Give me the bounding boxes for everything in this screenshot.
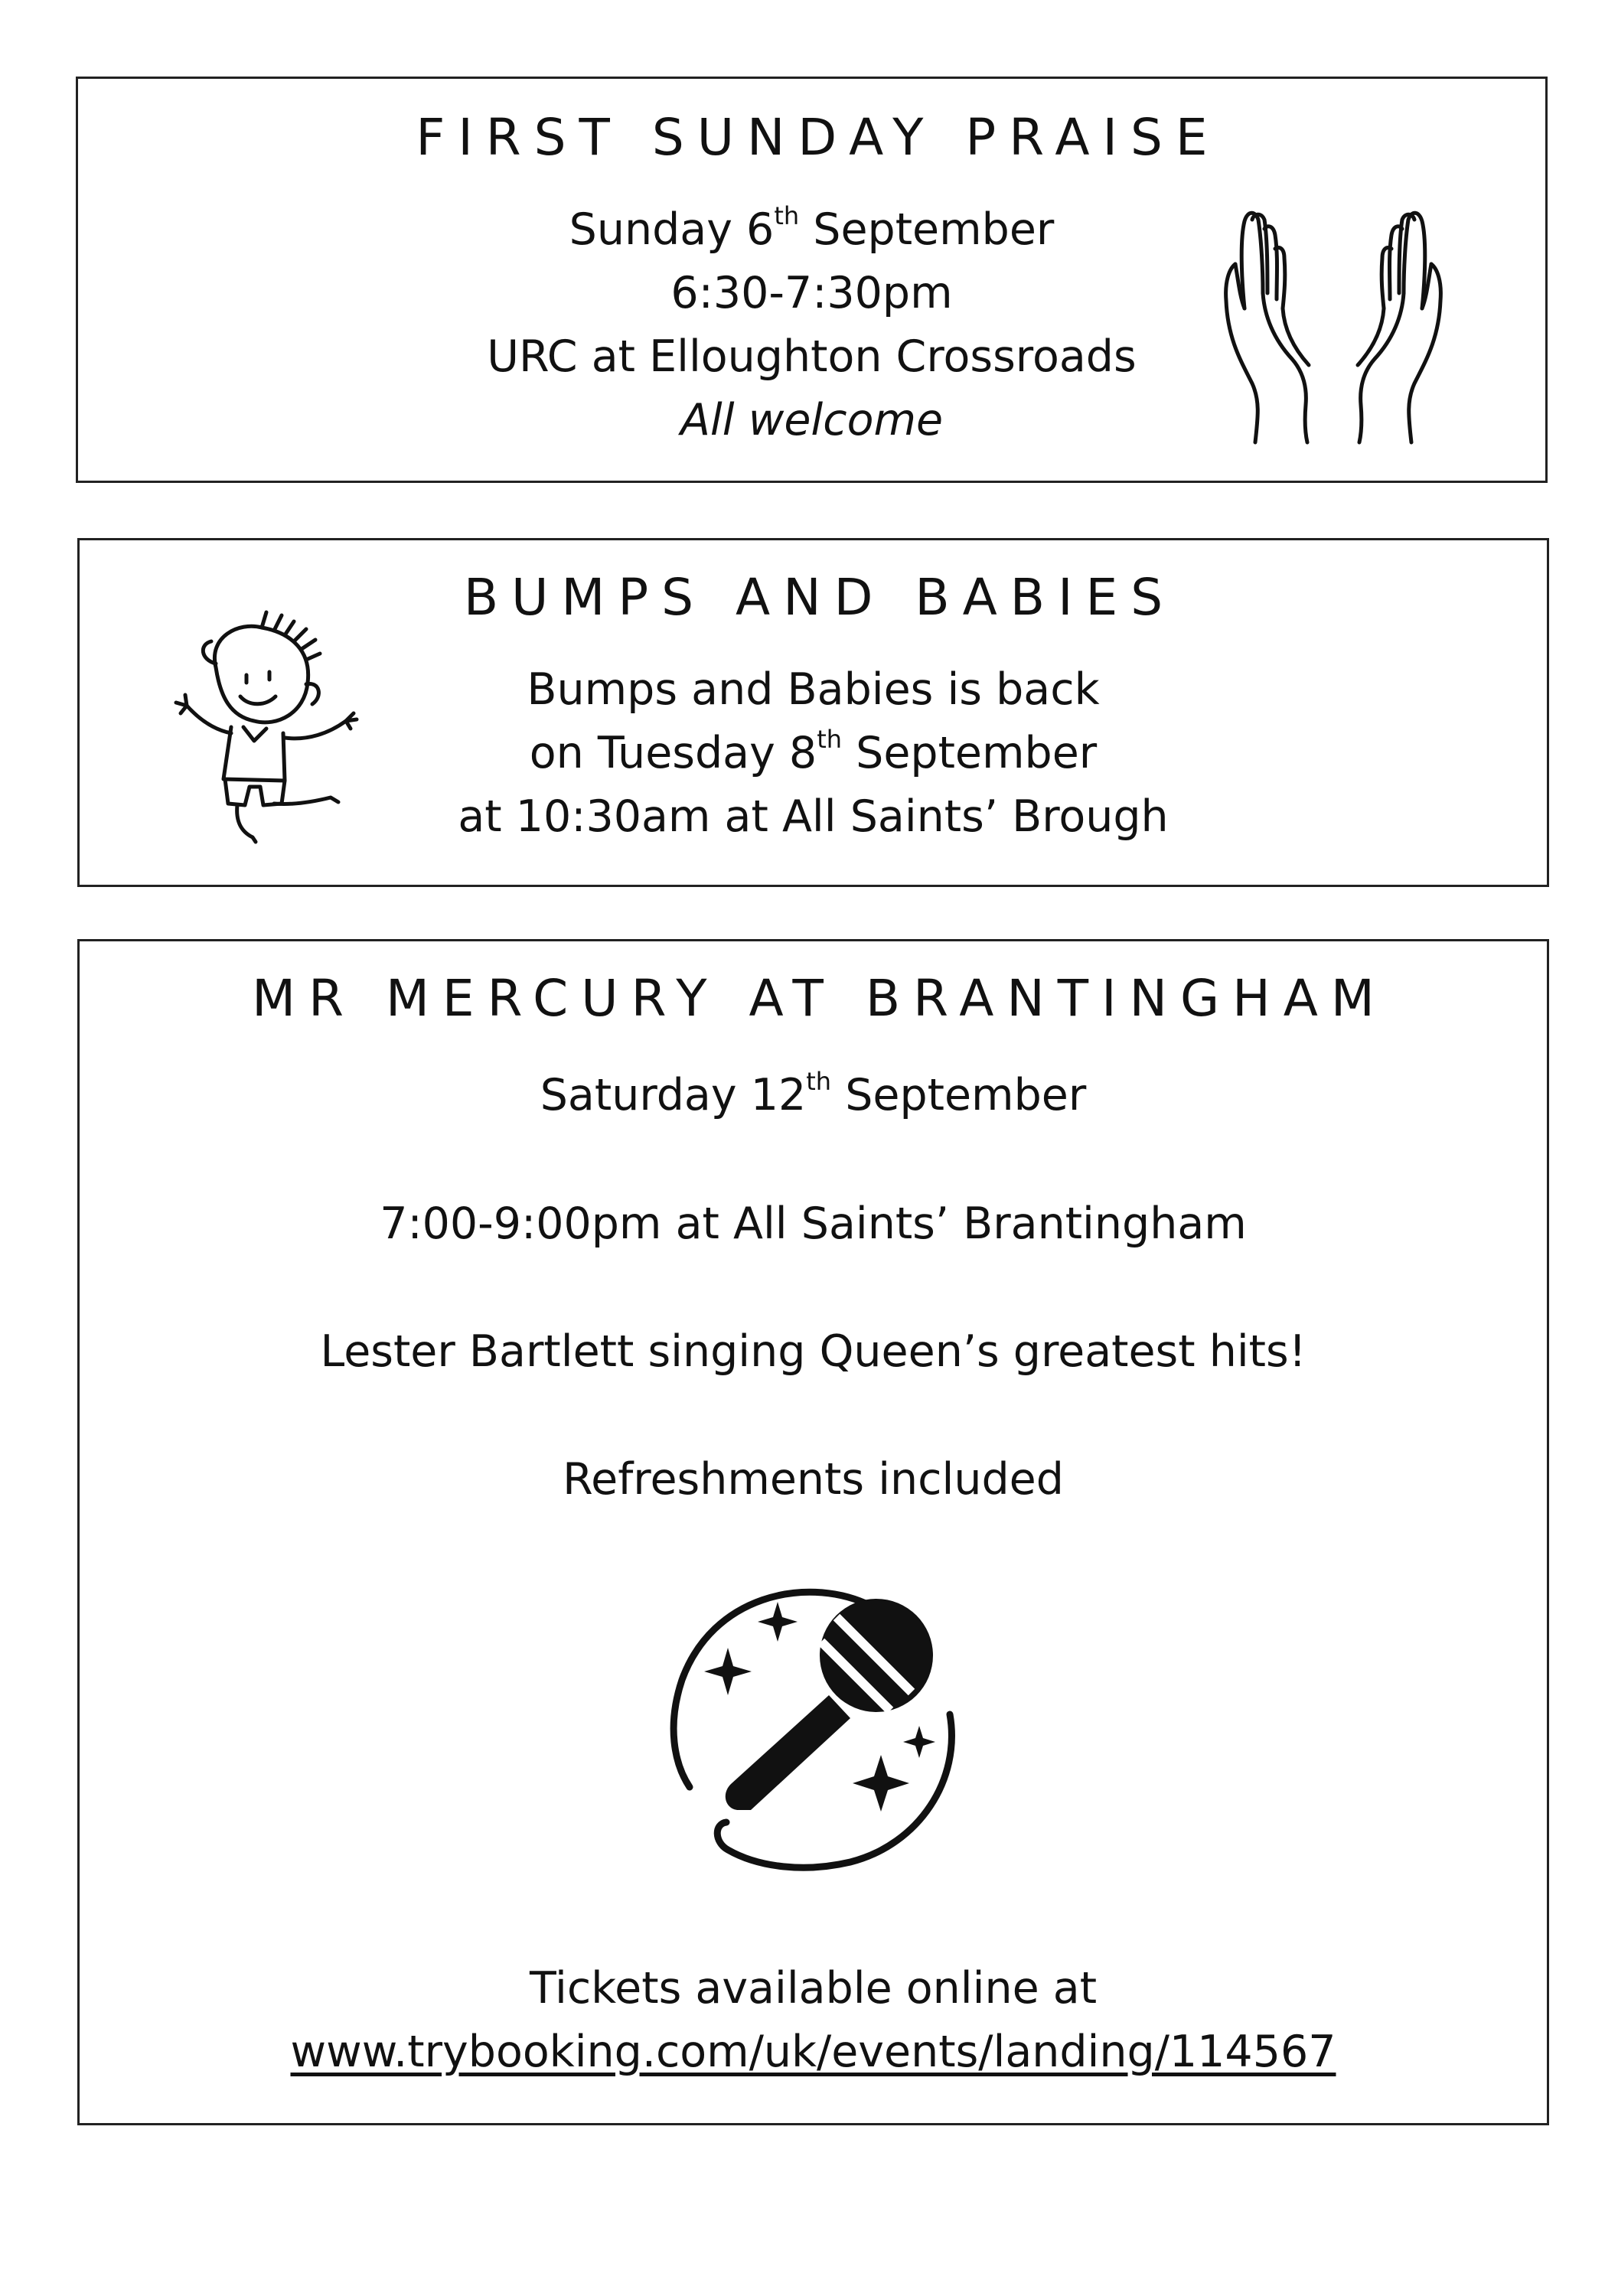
event-title: MR MERCURY AT BRANTINGHAM [252,969,1388,1028]
event-mr-mercury [77,939,1549,2125]
event-venue: URC at Elloughton Crossroads [487,331,1137,382]
event-refreshments: Refreshments included [563,1454,1064,1505]
tickets-link[interactable]: www.trybooking.com/uk/events/landing/114567 [290,2027,1336,2077]
dancing-child-icon [170,598,384,851]
event-date: Saturday 12th September [540,1067,1087,1120]
event-description: Lester Bartlett singing Queen’s greatest hits! [320,1326,1306,1377]
event-title: FIRST SUNDAY PRAISE [416,108,1221,167]
event-tickets-text: Tickets available online at [529,1963,1098,2014]
praying-hands-icon [1218,209,1448,454]
event-time-venue: 7:00-9:00pm at All Saints’ Brantingham [380,1199,1247,1249]
event-title: BUMPS AND BABIES [463,568,1176,627]
event-time: 6:30-7:30pm [670,268,953,318]
event-note: All welcome [680,395,944,445]
event-first-sunday-praise [76,77,1548,483]
event-line-1: Bumps and Babies is back [527,664,1100,715]
microphone-icon [667,1580,957,1871]
event-venue: at 10:30am at All Saints’ Brough [458,791,1169,842]
event-bumps-and-babies [77,538,1549,887]
event-date: Sunday 6th September [569,201,1055,255]
event-date: on Tuesday 8th September [529,725,1098,778]
